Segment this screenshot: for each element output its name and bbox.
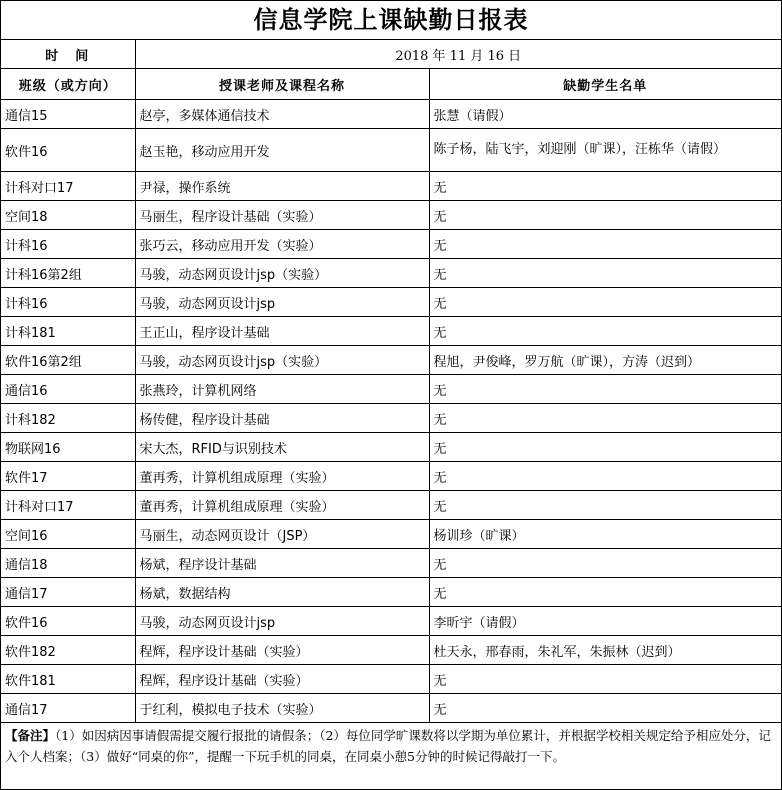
header-row (1, 69, 781, 100)
table-row (1, 317, 781, 346)
table-row (1, 491, 781, 520)
absent-students-cell: 无 (429, 259, 781, 288)
teacher-course-cell: 王正山，程序设计基础 (135, 317, 429, 346)
class-cell: 通信17 (1, 694, 135, 723)
class-cell: 软件16第2组 (1, 346, 135, 375)
date-row (1, 40, 781, 69)
class-cell: 物联网16 (1, 433, 135, 462)
table-row (1, 462, 781, 491)
remarks-label: 【备注】 (5, 728, 56, 743)
table-row (1, 665, 781, 694)
absent-students-cell: 杨训珍（旷课） (429, 520, 781, 549)
absent-students-cell: 无 (429, 288, 781, 317)
class-cell: 软件182 (1, 636, 135, 665)
report-title: 信息学院上课缺勤日报表 (1, 1, 781, 40)
absent-students-cell: 无 (429, 694, 781, 723)
table-row (1, 694, 781, 723)
teacher-course-cell: 杨斌，程序设计基础 (135, 549, 429, 578)
table-row (1, 230, 781, 259)
absent-students-cell: 无 (429, 578, 781, 607)
remarks-note (1, 723, 781, 769)
absent-students-cell: 无 (429, 230, 781, 259)
teacher-course-cell: 张燕玲，计算机网络 (135, 375, 429, 404)
table-row (1, 578, 781, 607)
class-cell: 通信18 (1, 549, 135, 578)
absent-students-cell: 张慧（请假） (429, 100, 781, 129)
attendance-table (1, 40, 781, 723)
absent-students-cell: 无 (429, 375, 781, 404)
class-cell: 软件16 (1, 129, 135, 172)
remarks-text: （1）如因病因事请假需提交履行报批的请假条；（2）每位同学旷课数将以学期为单位累计，并根据学校相关规定给予相应处分，记入个人档案；（3）做好“同桌的你”，提醒一下玩手机的同桌，在同桌小憩5分钟的时候记得敲打一下。 (5, 728, 771, 764)
class-cell: 计科对口17 (1, 172, 135, 201)
teacher-course-cell: 杨斌，数据结构 (135, 578, 429, 607)
teacher-course-cell: 董再秀，计算机组成原理（实验） (135, 491, 429, 520)
table-row (1, 375, 781, 404)
table-row (1, 100, 781, 129)
absent-students-cell: 无 (429, 317, 781, 346)
teacher-course-cell: 于红利，模拟电子技术（实验） (135, 694, 429, 723)
header-teacher-course: 授课老师及课程名称 (135, 69, 429, 100)
class-cell: 软件16 (1, 607, 135, 636)
header-absent-students: 缺勤学生名单 (429, 69, 781, 100)
class-cell: 通信16 (1, 375, 135, 404)
table-row (1, 172, 781, 201)
absent-students-cell: 杜天永，邢春雨，朱礼军，朱振林（迟到） (429, 636, 781, 665)
table-row (1, 607, 781, 636)
teacher-course-cell: 赵亭，多媒体通信技术 (135, 100, 429, 129)
teacher-course-cell: 马骏，动态网页设计jsp (135, 288, 429, 317)
class-cell: 通信17 (1, 578, 135, 607)
table-row (1, 404, 781, 433)
table-row (1, 346, 781, 375)
teacher-course-cell: 张巧云，移动应用开发（实验） (135, 230, 429, 259)
class-cell: 空间16 (1, 520, 135, 549)
absent-students-cell: 无 (429, 462, 781, 491)
header-class: 班级（或方向） (1, 69, 135, 100)
absent-students-cell: 无 (429, 201, 781, 230)
absent-students-cell: 无 (429, 172, 781, 201)
class-cell: 通信15 (1, 100, 135, 129)
table-row (1, 520, 781, 549)
date-value: 2018 年 11 月 16 日 (135, 40, 781, 69)
teacher-course-cell: 马骏，动态网页设计jsp（实验） (135, 346, 429, 375)
absent-students-cell: 李昕宇（请假） (429, 607, 781, 636)
absent-students-cell: 程旭，尹俊峰，罗万航（旷课），方涛（迟到） (429, 346, 781, 375)
absent-students-cell: 无 (429, 404, 781, 433)
class-cell: 计科182 (1, 404, 135, 433)
teacher-course-cell: 马骏，动态网页设计jsp（实验） (135, 259, 429, 288)
table-row (1, 433, 781, 462)
absent-students-cell: 无 (429, 549, 781, 578)
table-row (1, 129, 781, 172)
table-row (1, 288, 781, 317)
teacher-course-cell: 尹禄，操作系统 (135, 172, 429, 201)
absent-students-cell: 陈子杨，陆飞宇，刘迎刚（旷课），汪栋华（请假） (429, 129, 781, 172)
teacher-course-cell: 宋大杰，RFID与识别技术 (135, 433, 429, 462)
table-row (1, 259, 781, 288)
teacher-course-cell: 赵玉艳，移动应用开发 (135, 129, 429, 172)
class-cell: 软件17 (1, 462, 135, 491)
absent-students-cell: 无 (429, 433, 781, 462)
absent-students-cell: 无 (429, 665, 781, 694)
table-row (1, 549, 781, 578)
table-row (1, 201, 781, 230)
class-cell: 软件181 (1, 665, 135, 694)
class-cell: 计科181 (1, 317, 135, 346)
teacher-course-cell: 马骏，动态网页设计jsp (135, 607, 429, 636)
teacher-course-cell: 董再秀，计算机组成原理（实验） (135, 462, 429, 491)
teacher-course-cell: 马丽生，程序设计基础（实验） (135, 201, 429, 230)
teacher-course-cell: 程辉，程序设计基础（实验） (135, 665, 429, 694)
time-label: 时 间 (1, 40, 135, 69)
table-row (1, 636, 781, 665)
class-cell: 计科16 (1, 230, 135, 259)
teacher-course-cell: 马丽生，动态网页设计（JSP） (135, 520, 429, 549)
class-cell: 计科16第2组 (1, 259, 135, 288)
teacher-course-cell: 程辉，程序设计基础（实验） (135, 636, 429, 665)
class-cell: 空间18 (1, 201, 135, 230)
absent-students-cell: 无 (429, 491, 781, 520)
class-cell: 计科对口17 (1, 491, 135, 520)
class-cell: 计科16 (1, 288, 135, 317)
teacher-course-cell: 杨传健，程序设计基础 (135, 404, 429, 433)
